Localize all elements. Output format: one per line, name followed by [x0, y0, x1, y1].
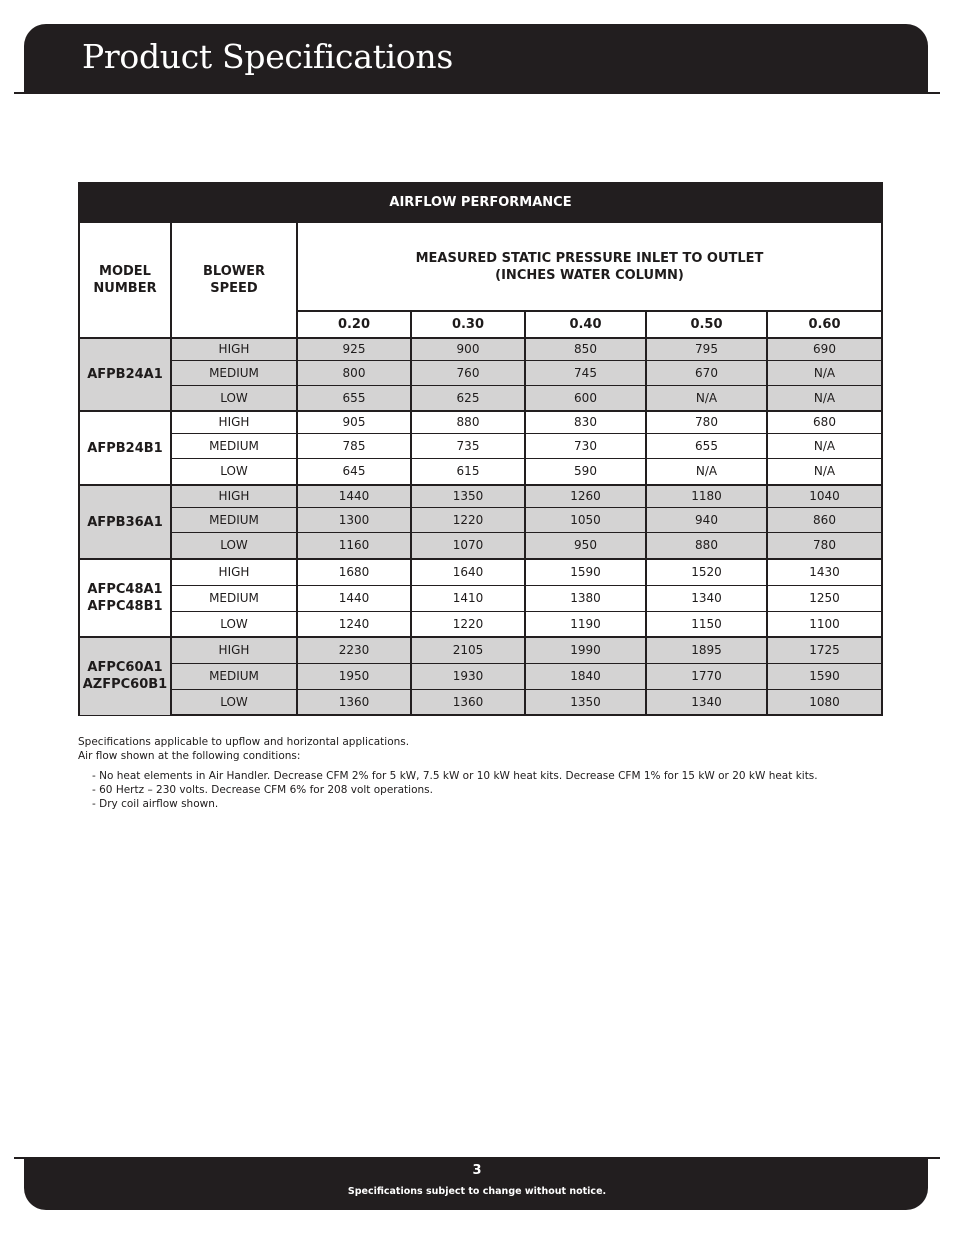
airflow-value-cell: 1350: [525, 689, 646, 715]
table-row: [79, 611, 882, 637]
table-row: [79, 485, 882, 507]
airflow-value-cell: 600: [525, 385, 646, 411]
blower-speed-cell: MEDIUM: [171, 360, 297, 385]
airflow-value-cell: 615: [411, 458, 525, 485]
table-row: [79, 585, 882, 611]
airflow-value-cell: 690: [767, 338, 882, 360]
pressure-header-cell: 0.50: [646, 311, 767, 338]
airflow-value-cell: 1070: [411, 532, 525, 559]
airflow-value-cell: 1340: [646, 585, 767, 611]
airflow-value-cell: 590: [525, 458, 646, 485]
blower-speed-cell: HIGH: [171, 637, 297, 663]
airflow-value-cell: N/A: [767, 385, 882, 411]
airflow-value-cell: N/A: [646, 458, 767, 485]
blower-speed-cell: LOW: [171, 611, 297, 637]
model-number-cell: [79, 559, 171, 637]
blower-speed-cell: HIGH: [171, 411, 297, 433]
airflow-value-cell: 625: [411, 385, 525, 411]
airflow-value-cell: 735: [411, 433, 525, 458]
speed-header-line1: BLOWER: [202, 264, 265, 279]
airflow-value-cell: 785: [297, 433, 411, 458]
airflow-value-cell: 780: [767, 532, 882, 559]
airflow-value-cell: 1160: [297, 532, 411, 559]
airflow-value-cell: 800: [297, 360, 411, 385]
airflow-value-cell: 760: [411, 360, 525, 385]
airflow-value-cell: 745: [525, 360, 646, 385]
airflow-value-cell: 780: [646, 411, 767, 433]
table-row: [79, 637, 882, 663]
table-title: AIRFLOW PERFORMANCE: [79, 183, 882, 222]
table-row: [79, 559, 882, 585]
airflow-value-cell: 1520: [646, 559, 767, 585]
airflow-value-cell: 680: [767, 411, 882, 433]
airflow-value-cell: 1220: [411, 611, 525, 637]
model-number: AFPB36A1: [87, 514, 163, 530]
model-number: AFPB24A1: [87, 367, 163, 382]
airflow-value-cell: 905: [297, 411, 411, 433]
pressure-header-line1: MEASURED STATIC PRESSURE INLET TO OUTLET: [415, 250, 764, 266]
blower-speed-cell: LOW: [171, 385, 297, 411]
airflow-value-cell: 1360: [297, 689, 411, 715]
note-line-1: Specifications applicable to upflow and horizontal applications.: [78, 736, 410, 748]
blower-speed-cell: LOW: [171, 689, 297, 715]
airflow-value-cell: 1430: [767, 559, 882, 585]
model-number: AZFPC60B1: [82, 677, 168, 693]
table-row: [79, 689, 882, 715]
airflow-value-cell: 730: [525, 433, 646, 458]
airflow-value-cell: 880: [411, 411, 525, 433]
table-row: [79, 507, 882, 532]
airflow-value-cell: 2230: [297, 637, 411, 663]
table-row: [79, 458, 882, 485]
airflow-value-cell: 1440: [297, 485, 411, 507]
airflow-value-cell: 655: [297, 385, 411, 411]
airflow-value-cell: 1930: [411, 663, 525, 689]
airflow-value-cell: 1350: [411, 485, 525, 507]
airflow-value-cell: 1680: [297, 559, 411, 585]
airflow-value-cell: 1950: [297, 663, 411, 689]
airflow-value-cell: 670: [646, 360, 767, 385]
note-line-2: Air flow shown at the following conditions:: [78, 750, 301, 762]
table-row: [79, 663, 882, 689]
airflow-value-cell: 1410: [411, 585, 525, 611]
table-row: [79, 385, 882, 411]
airflow-value-cell: 1895: [646, 637, 767, 663]
airflow-value-cell: 925: [297, 338, 411, 360]
airflow-value-cell: 860: [767, 507, 882, 532]
airflow-value-cell: 1300: [297, 507, 411, 532]
footer-note: Specifications subject to change without notice.: [347, 1186, 607, 1197]
speed-header-line2: SPEED: [210, 281, 258, 296]
blower-speed-cell: MEDIUM: [171, 507, 297, 532]
blower-speed-cell: HIGH: [171, 559, 297, 585]
airflow-value-cell: 850: [525, 338, 646, 360]
model-header-line2: NUMBER: [93, 281, 157, 296]
model-number: AFPC48B1: [87, 599, 163, 614]
airflow-value-cell: 1360: [411, 689, 525, 715]
model-number: AFPB24B1: [87, 440, 163, 456]
blower-speed-cell: HIGH: [171, 338, 297, 360]
airflow-value-cell: 1180: [646, 485, 767, 507]
airflow-value-cell: 1840: [525, 663, 646, 689]
airflow-value-cell: 645: [297, 458, 411, 485]
pressure-header-cell: 0.20: [297, 311, 411, 338]
airflow-value-cell: 1590: [767, 663, 882, 689]
notes: [78, 735, 818, 811]
airflow-value-cell: N/A: [646, 385, 767, 411]
airflow-value-cell: N/A: [767, 360, 882, 385]
blower-speed-cell: LOW: [171, 458, 297, 485]
model-number-header: [79, 222, 171, 338]
airflow-value-cell: 880: [646, 532, 767, 559]
airflow-value-cell: 1150: [646, 611, 767, 637]
pressure-header-line2: (INCHES WATER COLUMN): [495, 267, 684, 283]
condition-item: - Dry coil airflow shown.: [92, 798, 219, 810]
airflow-value-cell: 950: [525, 532, 646, 559]
airflow-value-cell: 1440: [297, 585, 411, 611]
airflow-value-cell: 1190: [525, 611, 646, 637]
model-number: AFPC60A1: [87, 660, 163, 676]
airflow-value-cell: 1340: [646, 689, 767, 715]
airflow-value-cell: 1770: [646, 663, 767, 689]
airflow-value-cell: 1260: [525, 485, 646, 507]
airflow-value-cell: 940: [646, 507, 767, 532]
airflow-value-cell: N/A: [767, 433, 882, 458]
blower-speed-cell: LOW: [171, 532, 297, 559]
airflow-value-cell: 1220: [411, 507, 525, 532]
airflow-value-cell: 1080: [767, 689, 882, 715]
blower-speed-cell: MEDIUM: [171, 433, 297, 458]
table-row: [79, 411, 882, 433]
airflow-value-cell: 900: [411, 338, 525, 360]
airflow-value-cell: 795: [646, 338, 767, 360]
airflow-value-cell: 1100: [767, 611, 882, 637]
airflow-value-cell: 1050: [525, 507, 646, 532]
model-number-cell: [79, 338, 171, 411]
table-row: [79, 338, 882, 360]
airflow-value-cell: 1380: [525, 585, 646, 611]
airflow-value-cell: N/A: [767, 458, 882, 485]
blower-speed-cell: MEDIUM: [171, 663, 297, 689]
table-row: [79, 433, 882, 458]
table-row: [79, 532, 882, 559]
table-row: [79, 360, 882, 385]
pressure-header-cell: 0.40: [525, 311, 646, 338]
pressure-header-cell: 0.30: [411, 311, 525, 338]
conditions-list: [92, 769, 818, 811]
condition-item: - 60 Hertz – 230 volts. Decrease CFM 6% for 208 volt operations.: [92, 784, 433, 796]
blower-speed-cell: HIGH: [171, 485, 297, 507]
model-number-cell: [79, 485, 171, 559]
blower-speed-header: [171, 222, 297, 338]
condition-item: - No heat elements in Air Handler. Decrease CFM 2% for 5 kW, 7.5 kW or 10 kW heat kits. Decrease CFM 1% for 15 kW or 20 kW heat kits.: [92, 770, 818, 782]
header-rule: [14, 92, 940, 94]
airflow-value-cell: 1240: [297, 611, 411, 637]
airflow-value-cell: 1725: [767, 637, 882, 663]
model-number: AFPC48A1: [87, 582, 163, 597]
blower-speed-cell: MEDIUM: [171, 585, 297, 611]
airflow-value-cell: 655: [646, 433, 767, 458]
page-number: 3: [472, 1163, 482, 1178]
airflow-value-cell: 1990: [525, 637, 646, 663]
airflow-value-cell: 2105: [411, 637, 525, 663]
pressure-header-cell: 0.60: [767, 311, 882, 338]
airflow-value-cell: 1250: [767, 585, 882, 611]
table-body: [79, 338, 882, 715]
airflow-value-cell: 1040: [767, 485, 882, 507]
static-pressure-header: [297, 222, 882, 311]
model-number-cell: [79, 637, 171, 715]
model-number-cell: [79, 411, 171, 485]
airflow-value-cell: 1590: [525, 559, 646, 585]
airflow-value-cell: 830: [525, 411, 646, 433]
airflow-value-cell: 1640: [411, 559, 525, 585]
model-header-line1: MODEL: [99, 264, 151, 279]
page-title: Product Specifications: [82, 37, 453, 76]
airflow-performance-table: [78, 182, 883, 716]
